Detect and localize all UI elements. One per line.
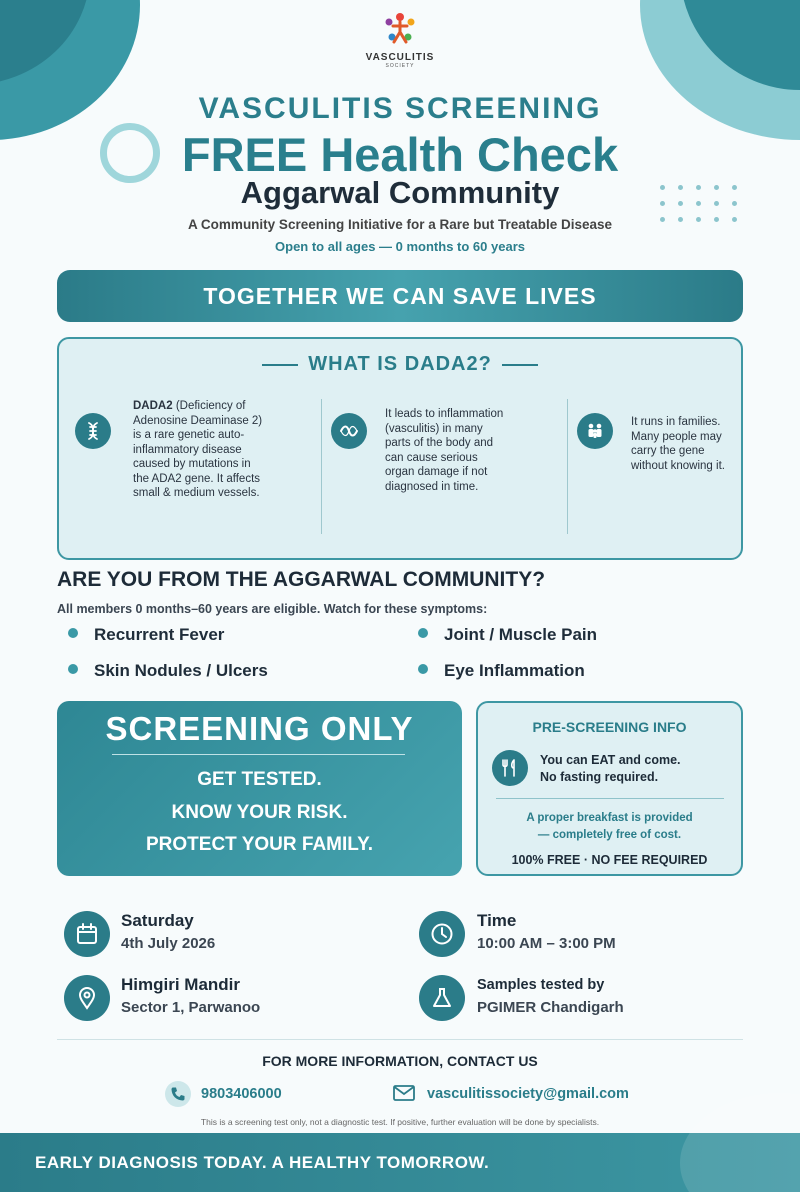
logo-name: VASCULITIS — [365, 52, 435, 63]
screening-line: KNOW YOUR RISK. — [171, 802, 348, 823]
phone-icon — [165, 1081, 191, 1107]
symptom-item — [418, 661, 585, 681]
inflammation-line: organ damage if not — [385, 466, 488, 478]
definition-line: inflammatory disease — [133, 443, 242, 456]
venue-name: Himgiri Mandir — [121, 975, 241, 994]
disclaimer: This is a screening test only, not a diagnostic test. If positive, further evaluation will be done by specialists. — [200, 1117, 600, 1127]
calendar-icon — [64, 911, 110, 957]
symptom-item — [68, 625, 224, 645]
event-day: Saturday — [121, 911, 194, 930]
symptom-label: Recurrent Fever — [94, 625, 225, 644]
subtitle: A Community Screening Initiative for a Rare but Treatable Disease — [187, 217, 613, 232]
contact-heading: FOR MORE INFORMATION, CONTACT US — [262, 1053, 538, 1069]
people-logo-icon — [379, 10, 421, 50]
page-title: FREE Health Check — [181, 128, 619, 181]
definition-line: small & medium vessels. — [133, 487, 260, 499]
family-line: carry the gene — [631, 445, 705, 457]
inflammation-line: It leads to inflammation — [385, 408, 504, 420]
definition-line: (Deficiency of — [172, 400, 246, 412]
screening-line: GET TESTED. — [197, 769, 322, 790]
screening-only-panel — [57, 701, 462, 876]
screening-title: SCREENING ONLY — [105, 710, 414, 747]
bullet — [68, 628, 78, 638]
bullet — [68, 664, 78, 674]
ages-note: Open to all ages — 0 months to 60 years — [275, 239, 525, 254]
phone-number[interactable]: 9803406000 — [201, 1086, 282, 1102]
eligibility-note: All members 0 months–60 years are eligible. Watch for these symptoms: — [57, 602, 488, 616]
eating-line: No fasting required. — [540, 770, 659, 784]
breakfast-note — [478, 810, 741, 844]
dada2-term: DADA2 — [133, 400, 173, 412]
family-line: without knowing it. — [631, 459, 725, 472]
fork-knife-icon — [492, 750, 528, 786]
symptom-label: Skin Nodules / Ulcers — [94, 661, 268, 680]
event-date: 4th July 2026 — [121, 935, 216, 952]
clock-icon — [419, 911, 465, 957]
bullet — [418, 664, 428, 674]
footer-banner — [0, 1133, 800, 1192]
dada2-definition — [133, 399, 262, 501]
email-address[interactable]: vasculitissociety@gmail.com — [427, 1086, 629, 1102]
definition-line: the ADA2 gene. It affects — [133, 472, 261, 485]
title-rule-right — [502, 364, 538, 366]
lab-label: Samples tested by — [477, 977, 605, 993]
logo-sub: SOCIETY — [385, 63, 415, 69]
pre-screening-title: PRE-SCREENING INFO — [532, 719, 687, 735]
eating-line: You can EAT and come. — [540, 753, 681, 767]
lab-name: PGIMER Chandigarh — [477, 999, 624, 1016]
inflammation-line: (vasculitis) in many — [385, 422, 483, 435]
definition-line: is a rare genetic auto- — [133, 429, 245, 441]
vasculitis-society-logo — [350, 10, 450, 69]
eating-note — [540, 752, 681, 786]
pre-screening-panel — [476, 701, 743, 876]
dna-icon — [75, 413, 111, 449]
divider — [57, 1039, 743, 1040]
definition-line: caused by mutations in — [133, 458, 251, 470]
inflammation-line: parts of the body and — [385, 437, 494, 449]
venue-address: Sector 1, Parwanoo — [121, 999, 261, 1016]
column-divider — [321, 399, 322, 534]
dada2-panel — [57, 337, 743, 560]
symptom-label: Eye Inflammation — [444, 661, 585, 680]
community-question: ARE YOU FROM THE AGGARWAL COMMUNITY? — [57, 568, 546, 591]
inflammation-line: can cause serious — [385, 451, 478, 464]
time-label: Time — [477, 911, 517, 930]
column-divider — [567, 399, 568, 534]
definition-line: Adenosine Deaminase 2) — [133, 414, 263, 427]
family-icon — [577, 413, 613, 449]
email-icon — [392, 1081, 418, 1107]
community-heading: Aggarwal Community — [240, 175, 560, 210]
footer-slogan: EARLY DIAGNOSIS TODAY. A HEALTHY TOMORROW. — [35, 1153, 490, 1172]
inflammation-line: diagnosed in time. — [385, 480, 479, 493]
family-line: Many people may — [631, 430, 722, 443]
together-banner: TOGETHER WE CAN SAVE LIVES — [57, 270, 743, 322]
title-rule-left — [262, 364, 298, 366]
lab-flask-icon — [419, 975, 465, 1021]
breakfast-line: A proper breakfast is provided — [526, 812, 693, 824]
dada2-title-row — [59, 353, 741, 376]
kicker-heading: VASCULITIS SCREENING — [198, 92, 602, 125]
inflammation-icon — [331, 413, 367, 449]
free-note: 100% FREE · NO FEE REQUIRED — [511, 853, 708, 867]
event-time: 10:00 AM – 3:00 PM — [477, 935, 616, 952]
family-line: It runs in families. — [631, 416, 721, 428]
dada2-title: WHAT IS DADA2? — [308, 353, 492, 375]
footer-decoration — [680, 1093, 800, 1192]
breakfast-line: — completely free of cost. — [537, 829, 682, 841]
screening-rule — [112, 754, 405, 755]
family-text — [631, 415, 725, 473]
location-pin-icon — [64, 975, 110, 1021]
symptom-label: Joint / Muscle Pain — [444, 625, 598, 644]
inflammation-text — [385, 407, 503, 494]
symptom-item — [68, 661, 268, 681]
pre-screening-rule — [496, 798, 724, 799]
symptom-item — [418, 625, 597, 645]
bullet — [418, 628, 428, 638]
screening-line: PROTECT YOUR FAMILY. — [146, 834, 373, 855]
